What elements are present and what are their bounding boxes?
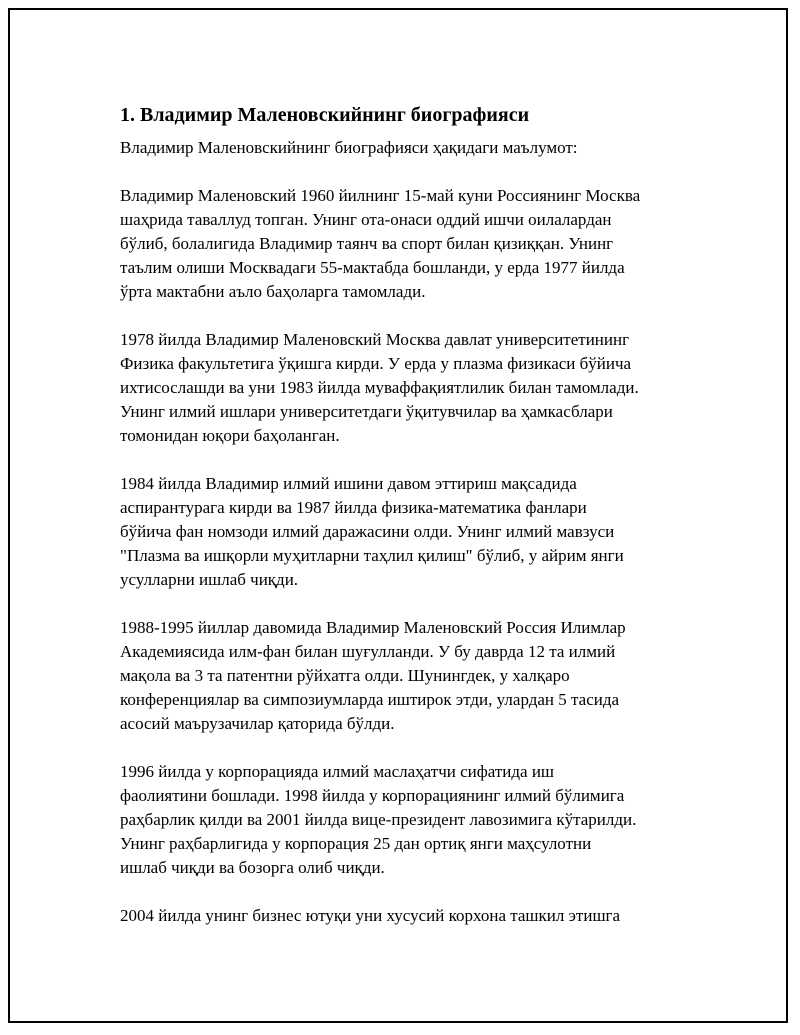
text-line: таълим олиши Москвадаги 55-мактабда бошланди, у ерда 1977 йилда: [120, 258, 625, 277]
text-line: асосий маърузачилар қаторида бўлди.: [120, 714, 395, 733]
text-line: "Плазма ва ишқорли муҳитларни таҳлил қилиш" бўлиб, у айрим янги: [120, 546, 624, 565]
text-line: мақола ва 3 та патентни рўйхатга олди. Шунингдек, у халқаро: [120, 666, 570, 685]
paragraph-6: [120, 904, 700, 928]
document-body: [120, 101, 700, 952]
text-line: аспирантурага кирди ва 1987 йилда физика-математика фанлари: [120, 498, 587, 517]
text-line: усулларни ишлаб чиқди.: [120, 570, 299, 589]
text-line: Физика факультетига ўқишга кирди. У ерда у плазма физикаси бўйича: [120, 354, 632, 373]
text-line: Академиясида илм-фан билан шуғулланди. У бу даврда 12 та илмий: [120, 642, 616, 661]
paragraph-1: [120, 184, 700, 304]
text-line: Унинг раҳбарлигида у корпорация 25 дан ортиқ янги маҳсулотни: [120, 834, 592, 853]
intro-text: Владимир Маленовскийнинг биографияси ҳақидаги маълумот:: [120, 138, 578, 157]
text-line: ўрта мактабни аъло баҳоларга тамомлади.: [120, 282, 426, 301]
text-line: Унинг илмий ишлари университетдаги ўқитувчилар ва ҳамкасблари: [120, 402, 613, 421]
section-heading: 1. Владимир Маленовскийнинг биографияси: [120, 104, 530, 126]
paragraph-5: [120, 760, 700, 880]
paragraph-3: [120, 472, 700, 592]
paragraph-4: [120, 616, 700, 736]
text-line: Владимир Маленовский 1960 йилнинг 15-май куни Россиянинг Москва: [120, 186, 641, 205]
paragraph-2: [120, 328, 700, 448]
text-line: 2004 йилда унинг бизнес ютуқи уни хусусий корхона ташкил этишга: [120, 906, 621, 925]
page-frame: [8, 8, 788, 1023]
text-line: раҳбарлик қилди ва 2001 йилда вице-президент лавозимига кўтарилди.: [120, 810, 637, 829]
text-line: ихтисослашди ва уни 1983 йилда муваффақиятлилик билан тамомлади.: [120, 378, 639, 397]
text-line: 1996 йилда у корпорацияда илмий маслаҳатчи сифатида иш: [120, 762, 555, 781]
text-line: ишлаб чиқди ва бозорга олиб чиқди.: [120, 858, 385, 877]
text-line: томонидан юқори баҳоланган.: [120, 426, 340, 445]
text-line: конференциялар ва симпозиумларда иштирок этди, улардан 5 тасида: [120, 690, 620, 709]
text-line: бўлиб, болалигида Владимир таянч ва спорт билан қизиққан. Унинг: [120, 234, 614, 253]
text-line: 1984 йилда Владимир илмий ишини давом эттириш мақсадида: [120, 474, 577, 493]
text-line: шаҳрида таваллуд топган. Унинг ота-онаси оддий ишчи оилалардан: [120, 210, 612, 229]
text-line: фаолиятини бошлади. 1998 йилда у корпорациянинг илмий бўлимига: [120, 786, 625, 805]
text-line: бўйича фан номзоди илмий даражасини олди. Унинг илмий мавзуси: [120, 522, 615, 541]
text-line: 1988-1995 йиллар давомида Владимир Маленовский Россия Илимлар: [120, 618, 626, 637]
text-line: 1978 йилда Владимир Маленовский Москва давлат университетининг: [120, 330, 630, 349]
